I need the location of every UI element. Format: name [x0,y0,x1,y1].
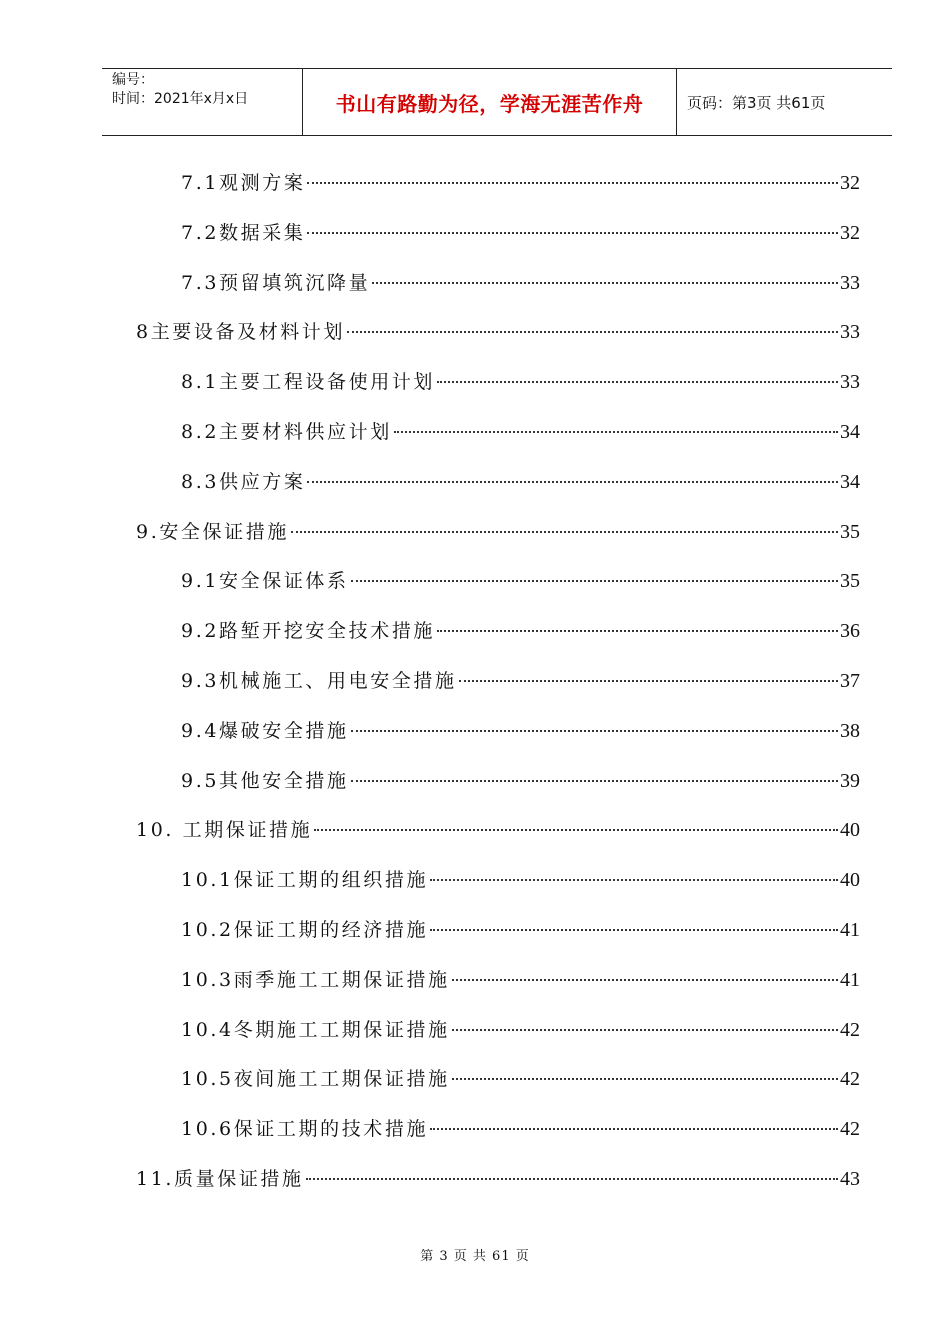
toc-entry[interactable] [181,467,860,497]
toc-entry-title: 10. 工期保证措施 [136,819,313,842]
date-text: 时间：2021年x月x日 [112,91,249,107]
header-page-cell [677,69,892,135]
toc-leader-dots [430,879,838,881]
toc-entry-page: 40 [840,869,860,892]
toc-entry-title: 10.5夜间施工工期保证措施 [181,1068,450,1091]
toc-leader-dots [452,1078,838,1080]
page-footer [0,1245,950,1264]
toc-entry[interactable] [181,367,860,397]
toc-leader-dots [437,381,838,383]
footer-page-number: 第 3 页 共 61 页 [420,1249,530,1264]
toc-entry-title: 7.2数据采集 [181,221,306,244]
toc-entry-title: 10.2保证工期的经济措施 [181,919,429,941]
toc-leader-dots [291,531,838,533]
toc-entry-page: 37 [840,670,860,692]
toc-entry[interactable] [136,517,860,547]
toc-entry-title: 10.1保证工期的组织措施 [181,869,429,892]
toc-leader-dots [372,282,838,284]
toc-entry-title: 9.3机械施工、用电安全措施 [181,670,457,692]
toc-entry-title: 9.4爆破安全措施 [181,719,349,742]
toc-entry-title: 10.3雨季施工工期保证措施 [181,968,450,991]
toc-entry-page: 33 [840,371,860,394]
toc-entry-page: 42 [840,1018,860,1041]
toc-leader-dots [347,331,838,333]
toc-entry-page: 42 [840,1118,860,1141]
toc-entry[interactable] [181,1015,860,1045]
toc-leader-dots [394,431,838,433]
toc-entry-page: 38 [840,719,860,742]
toc-entry-page: 34 [840,470,860,493]
toc-entry-title: 8.1主要工程设备使用计划 [181,371,436,394]
toc-entry-page: 32 [840,221,860,244]
toc-entry[interactable] [181,566,860,596]
toc-entry-title: 8.3供应方案 [181,470,306,493]
toc-entry[interactable] [181,666,860,696]
toc-entry-title: 7.3预留填筑沉降量 [181,271,371,294]
toc-entry[interactable] [181,218,860,248]
toc-leader-dots [307,481,838,483]
toc-leader-dots [452,1029,838,1031]
toc-leader-dots [351,730,838,732]
toc-entry[interactable] [181,268,860,298]
toc-leader-dots [314,829,838,831]
toc-entry-page: 43 [840,1168,860,1190]
toc-entry[interactable] [181,865,860,895]
toc-leader-dots [307,232,838,234]
toc-entry[interactable] [181,1064,860,1094]
toc-entry[interactable] [181,915,860,945]
toc-entry-title: 11.质量保证措施 [136,1168,304,1190]
toc-entry-page: 35 [840,570,860,593]
toc-entry-title: 10.6保证工期的技术措施 [181,1118,429,1141]
document-header [102,68,892,136]
toc-leader-dots [430,929,838,931]
toc-entry[interactable] [181,965,860,995]
toc-entry[interactable] [181,766,860,796]
toc-entry[interactable] [181,716,860,746]
header-meta-cell [102,69,303,135]
toc-entry[interactable] [181,1114,860,1144]
toc-entry-page: 33 [840,321,860,344]
toc-entry-title: 10.4冬期施工工期保证措施 [181,1018,450,1041]
toc-entry-title: 9.2路堑开挖安全技术措施 [181,620,436,643]
toc-entry[interactable] [136,1164,860,1194]
toc-entry-page: 39 [840,769,860,792]
page-info: 页码：第3页 共61页 [687,93,826,112]
toc-entry-page: 41 [840,919,860,941]
code-label: 编号： [112,72,154,88]
toc-entry-page: 36 [840,620,860,643]
toc-leader-dots [307,182,838,184]
toc-entry[interactable] [181,168,860,198]
toc-leader-dots [437,630,838,632]
toc-entry-title: 9.安全保证措施 [136,520,289,543]
toc-entry-title: 7.1观测方案 [181,172,306,194]
motto-text: 书山有路勤为径，学海无涯苦作舟 [335,91,644,116]
toc-entry-page: 33 [840,271,860,294]
toc-entry[interactable] [181,417,860,447]
toc-entry[interactable] [136,317,860,347]
toc-entry-title: 8.2主要材料供应计划 [181,421,392,443]
toc-entry-page: 35 [840,520,860,543]
toc-entry[interactable] [181,616,860,646]
toc-entry-page: 32 [840,172,860,194]
toc-leader-dots [452,979,838,981]
toc-leader-dots [430,1128,838,1130]
toc-leader-dots [459,680,838,682]
toc-entry-page: 34 [840,421,860,443]
toc-leader-dots [351,780,838,782]
header-motto-cell [303,69,677,135]
toc-entry-page: 41 [840,968,860,991]
toc-entry[interactable] [136,815,860,845]
toc-entry-page: 42 [840,1068,860,1091]
toc-entry-title: 9.1安全保证体系 [181,570,349,593]
toc-entry-title: 8主要设备及材料计划 [136,321,346,344]
toc-leader-dots [306,1178,838,1180]
toc-entry-title: 9.5其他安全措施 [181,769,349,792]
toc-entry-page: 40 [840,819,860,842]
toc-leader-dots [351,580,838,582]
